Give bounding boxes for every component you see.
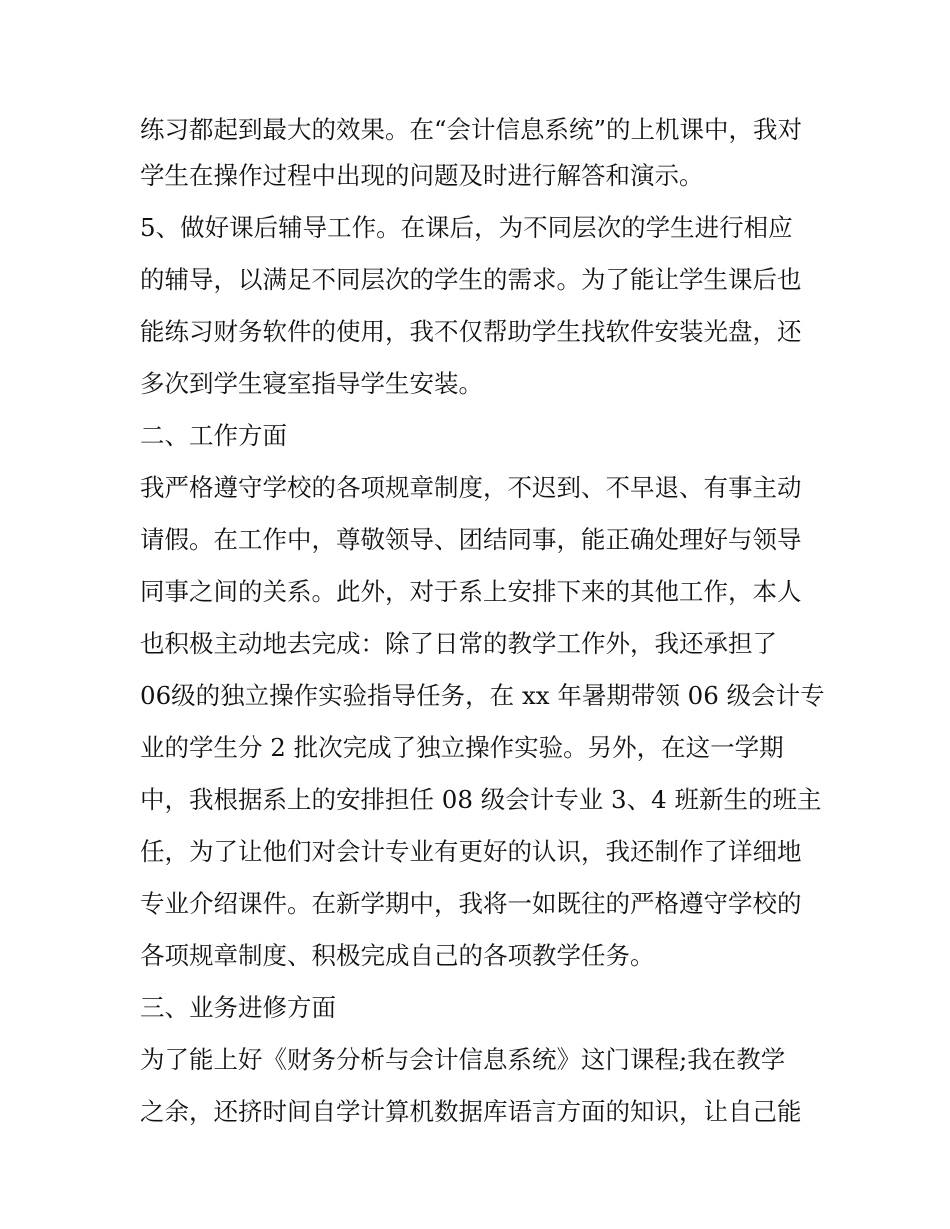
text-line: 同事之间的关系。此外，对于系上安排下来的其他工作，本人 [140,577,802,606]
text-line: 中，我根据系上的安排担任 08 级会计专业 3、4 班新生的班主 [140,785,822,814]
text-line: 请假。在工作中，尊敬领导、团结同事，能正确处理好与领导 [140,525,802,554]
text-line: 多次到学生寝室指导学生安装。 [140,369,483,398]
section-heading: 二、工作方面 [140,421,287,450]
text-line: 专业介绍课件。在新学期中，我将一如既往的严格遵守学校的 [140,889,802,918]
text-line: 为了能上好《财务分析与会计信息系统》这门课程;我在教学 [140,1045,786,1074]
section-heading: 三、业务进修方面 [140,993,336,1022]
text-line: 也积极主动地去完成：除了日常的教学工作外，我还承担了 [140,629,777,658]
text-line: 业的学生分 2 批次完成了独立操作实验。另外，在这一学期 [140,733,784,762]
text-line: 各项规章制度、积极完成自己的各项教学任务。 [140,941,655,970]
text-line: 06级的独立操作实验指导任务，在 xx 年暑期带领 06 级会计专 [140,681,825,710]
text-line: 学生在操作过程中出现的问题及时进行解答和演示。 [140,161,704,190]
text-line: 5、做好课后辅导工作。在课后，为不同层次的学生进行相应 [140,213,793,242]
text-line: 之余，还挤时间自学计算机数据库语言方面的知识，让自己能 [140,1097,802,1126]
text-line: 任，为了让他们对会计专业有更好的认识，我还制作了详细地 [140,837,802,866]
text-line: 能练习财务软件的使用，我不仅帮助学生找软件安装光盘，还 [140,317,802,346]
text-line: 的辅导，以满足不同层次的学生的需求。为了能让学生课后也 [140,265,802,294]
text-line: 练习都起到最大的效果。在“会计信息系统”的上机课中，我对 [140,115,803,144]
document-body [140,107,830,1135]
text-line: 我严格遵守学校的各项规章制度，不迟到、不早退、有事主动 [140,473,802,502]
